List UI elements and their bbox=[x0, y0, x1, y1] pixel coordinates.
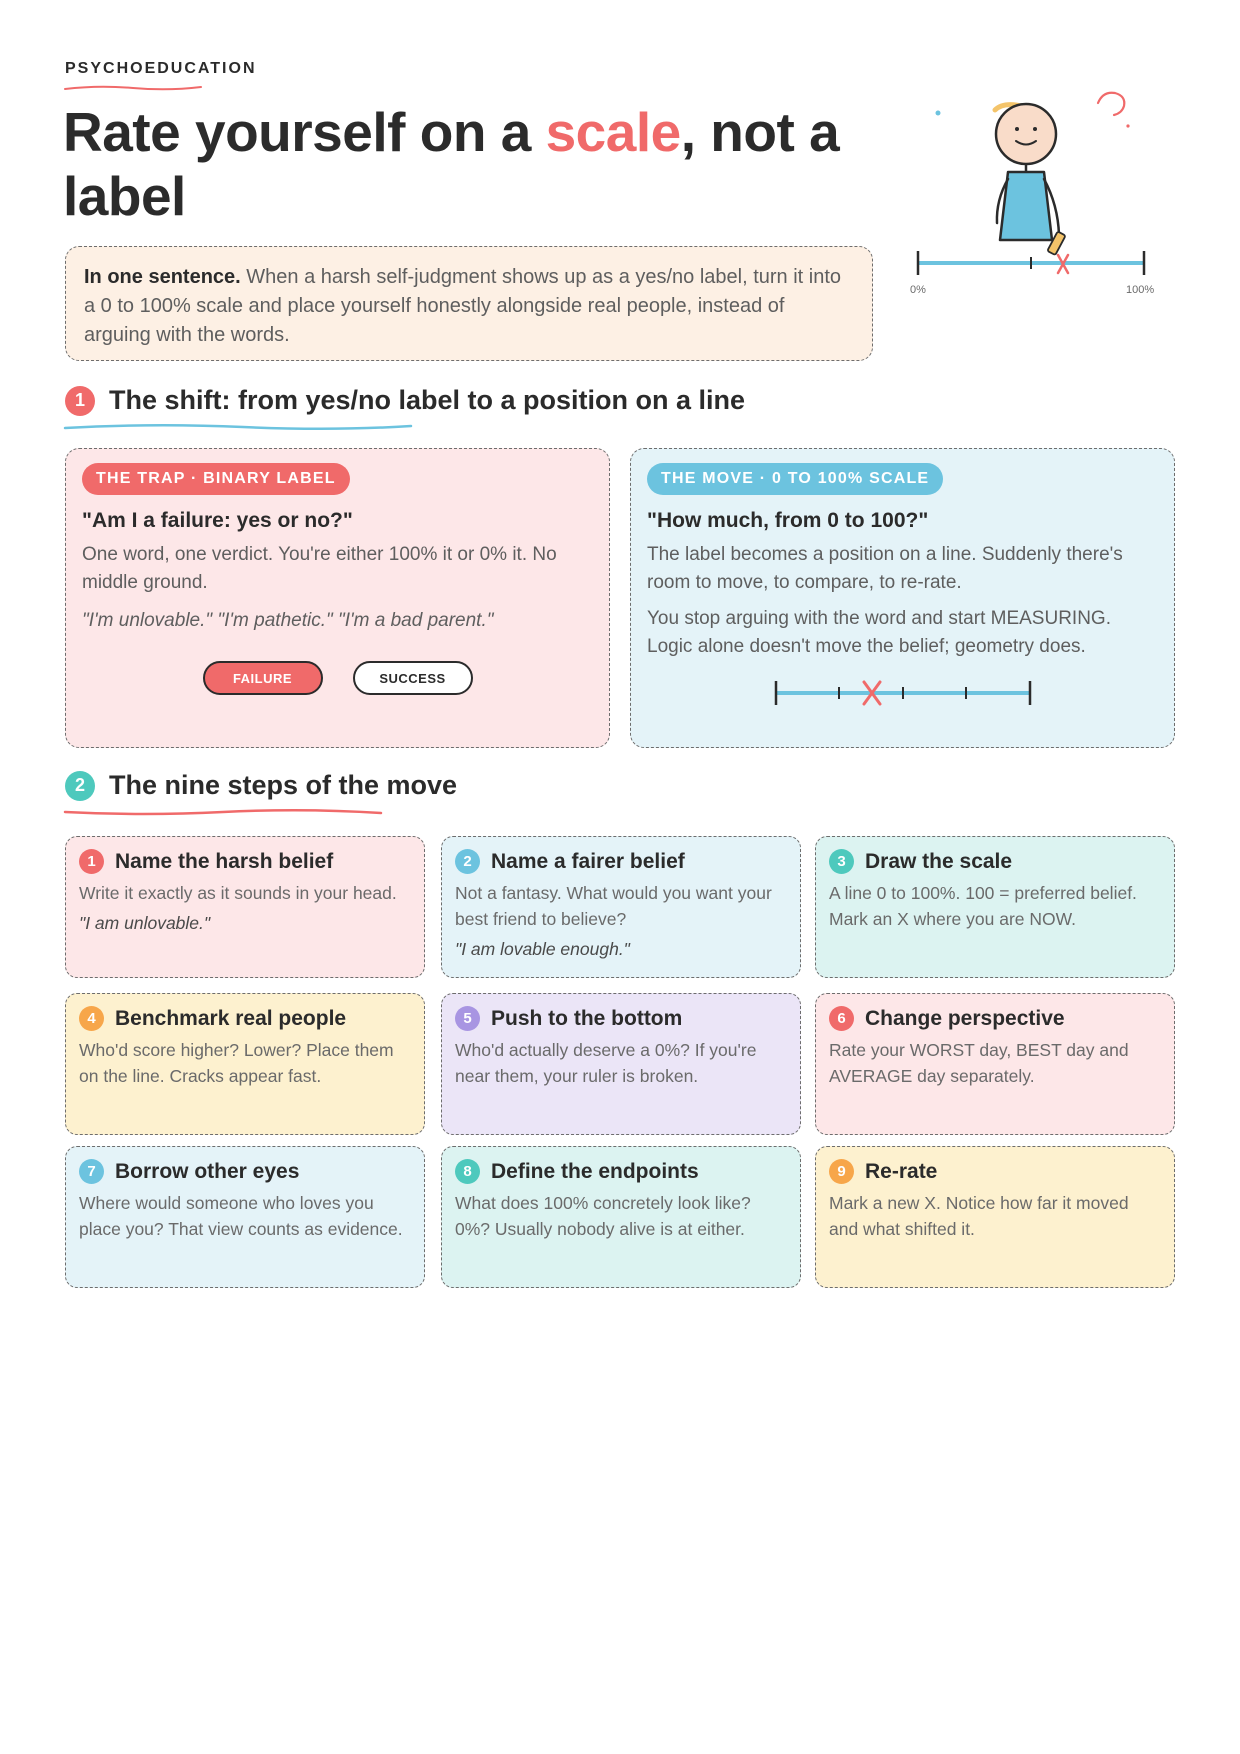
step-card-5 bbox=[441, 993, 801, 1135]
trap-text: One word, one verdict. You're either 100% it or 0% it. No middle ground. bbox=[82, 544, 557, 593]
step-4-number: 4 bbox=[79, 1006, 104, 1031]
hero-scale-max: 100% bbox=[1126, 284, 1155, 296]
step-2-quote: "I am lovable enough." bbox=[455, 939, 630, 959]
step-2-title: Name a fairer belief bbox=[491, 849, 685, 873]
question-mark-icon bbox=[1098, 93, 1130, 128]
summary-text: When a harsh self-judgment shows up as a yes/no label, turn it into a 0 to 100% scale and place yourself honestly alongside real people, instead of arguing with the words. bbox=[84, 266, 842, 346]
step-1-title: Name the harsh belief bbox=[115, 849, 334, 873]
trap-toggle-row bbox=[82, 661, 593, 695]
summary-box bbox=[65, 246, 873, 361]
title-part-2: , not a label bbox=[63, 101, 840, 227]
step-card-2 bbox=[441, 836, 801, 978]
move-pill: THE MOVE · 0 TO 100% SCALE bbox=[647, 463, 943, 495]
person-figure bbox=[995, 104, 1066, 255]
step-card-6 bbox=[815, 993, 1175, 1135]
step-card-1 bbox=[65, 836, 425, 978]
step-2-body: Not a fantasy. What would you want your best friend to believe? bbox=[455, 883, 772, 929]
page-title bbox=[63, 100, 883, 228]
step-6-body: Rate your WORST day, BEST day and AVERAGE day separately. bbox=[829, 1040, 1129, 1086]
step-7-body: Where would someone who loves you place you? That view counts as evidence. bbox=[79, 1193, 403, 1239]
title-accent: scale bbox=[545, 101, 681, 163]
step-3-body: A line 0 to 100%. 100 = preferred belief. Mark an X where you are NOW. bbox=[829, 883, 1137, 929]
step-1-quote: "I am unlovable." bbox=[79, 913, 211, 933]
section-2-underline bbox=[63, 808, 383, 818]
step-1-body: Write it exactly as it sounds in your head. bbox=[79, 883, 397, 903]
step-5-number: 5 bbox=[455, 1006, 480, 1031]
move-text-2: You stop arguing with the word and start MEASURING. Logic alone doesn't move the belief; geometry does. bbox=[647, 608, 1111, 657]
section-2-title: The nine steps of the move bbox=[109, 770, 458, 800]
step-card-8 bbox=[441, 1146, 801, 1288]
failure-chip: FAILURE bbox=[203, 661, 323, 695]
step-3-number: 3 bbox=[829, 849, 854, 874]
eyebrow-underline bbox=[63, 84, 203, 92]
title-part-1: Rate yourself on a bbox=[63, 101, 546, 163]
step-7-number: 7 bbox=[79, 1159, 104, 1184]
section-1-number: 1 bbox=[65, 386, 95, 416]
eyebrow-label: PSYCHOEDUCATION bbox=[65, 60, 257, 77]
step-5-body: Who'd actually deserve a 0%? If you're near them, your ruler is broken. bbox=[455, 1040, 757, 1086]
step-4-title: Benchmark real people bbox=[115, 1006, 347, 1030]
step-6-title: Change perspective bbox=[865, 1006, 1065, 1030]
section-1-header bbox=[65, 385, 745, 416]
step-8-body: What does 100% concretely look like? 0%? Usually nobody alive is at either. bbox=[455, 1193, 751, 1239]
step-5-title: Push to the bottom bbox=[491, 1006, 683, 1030]
step-3-title: Draw the scale bbox=[865, 849, 1013, 873]
move-question: "How much, from 0 to 100?" bbox=[647, 509, 929, 532]
step-4-body: Who'd score higher? Lower? Place them on the line. Cracks appear fast. bbox=[79, 1040, 394, 1086]
step-7-title: Borrow other eyes bbox=[115, 1159, 300, 1183]
step-card-4 bbox=[65, 993, 425, 1135]
move-text-1: The label becomes a position on a line. Suddenly there's room to move, to compare, to re-rate. bbox=[647, 544, 1123, 593]
step-6-number: 6 bbox=[829, 1006, 854, 1031]
hero-scale-min: 0% bbox=[910, 284, 926, 296]
section-1-underline bbox=[63, 422, 413, 432]
step-9-number: 9 bbox=[829, 1159, 854, 1184]
section-2-number: 2 bbox=[65, 771, 95, 801]
step-1-number: 1 bbox=[79, 849, 104, 874]
step-8-number: 8 bbox=[455, 1159, 480, 1184]
step-card-3 bbox=[815, 836, 1175, 978]
section-1-title: The shift: from yes/no label to a position on a line bbox=[109, 385, 746, 415]
summary-lead: In one sentence. bbox=[84, 266, 241, 288]
move-scale-diagram bbox=[768, 675, 1038, 711]
decor-dot bbox=[936, 111, 941, 116]
step-9-body: Mark a new X. Notice how far it moved and what shifted it. bbox=[829, 1193, 1129, 1239]
hero-scale-line bbox=[918, 251, 1144, 275]
step-8-title: Define the endpoints bbox=[491, 1159, 699, 1183]
step-card-9 bbox=[815, 1146, 1175, 1288]
trap-question: "Am I a failure: yes or no?" bbox=[82, 509, 353, 532]
step-9-title: Re-rate bbox=[865, 1159, 938, 1183]
hero-illustration bbox=[900, 85, 1190, 315]
trap-quote: "I'm unlovable." "I'm pathetic." "I'm a bad parent." bbox=[82, 610, 494, 631]
trap-card bbox=[65, 448, 610, 748]
success-chip: SUCCESS bbox=[353, 661, 473, 695]
step-2-number: 2 bbox=[455, 849, 480, 874]
step-card-7 bbox=[65, 1146, 425, 1288]
move-card bbox=[630, 448, 1175, 748]
section-2-header bbox=[65, 770, 457, 801]
trap-pill: THE TRAP · BINARY LABEL bbox=[82, 463, 350, 495]
